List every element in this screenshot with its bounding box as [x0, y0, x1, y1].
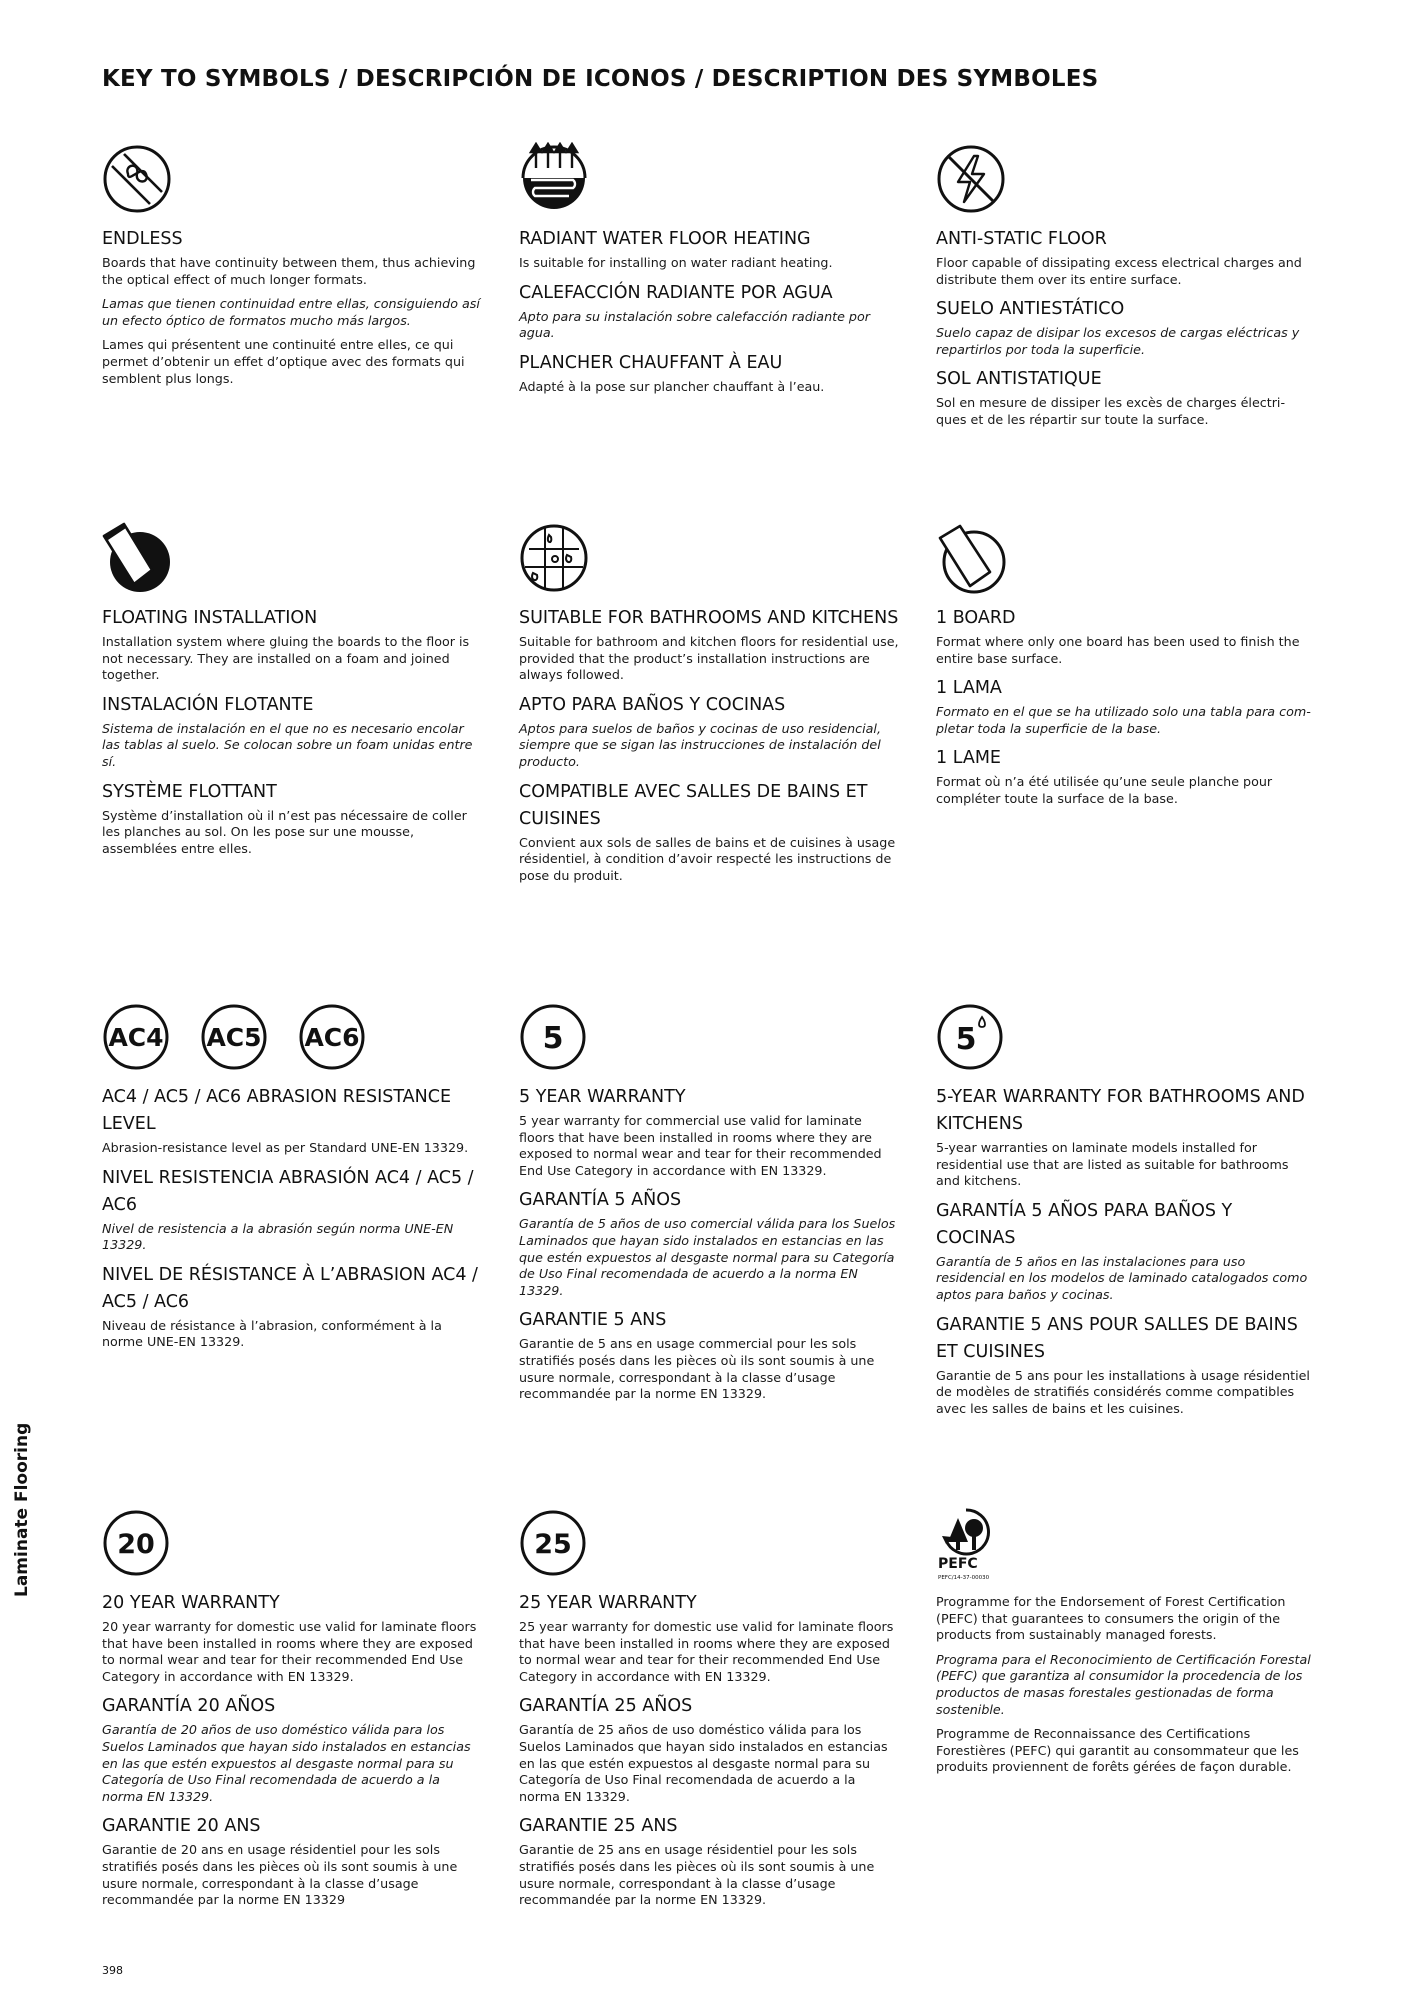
warranty5-heading-en: 5 YEAR WARRANTY [519, 1087, 686, 1107]
antistatic-heading-es: SUELO ANTIESTÁTICO [936, 299, 1125, 320]
radiant-heading-es: CALEFACCIÓN RADIANTE POR AGUA [519, 282, 833, 303]
radiant-text-es: Apto para su instalación sobre calefacción radiante por agua. [519, 308, 870, 341]
abrasion-block [102, 1000, 482, 1351]
antistatic-heading-fr: SOL ANTISTATIQUE [936, 369, 1102, 390]
floating-heading-en: FLOATING INSTALLATION [102, 608, 318, 628]
page-number: 398 [102, 1964, 123, 1977]
svg-text:AC5: AC5 [206, 1023, 262, 1052]
antistatic-icon [936, 144, 1006, 214]
oneboard-heading-en: 1 BOARD [936, 608, 1016, 628]
antistatic-text-fr: Sol en mesure de dissiper les excès de charges électri- ques et de les répartir sur toute la surface. [936, 395, 1286, 427]
bathrooms-heading-en: SUITABLE FOR BATHROOMS AND KITCHENS [519, 608, 899, 628]
endless-heading-en: ENDLESS [102, 229, 183, 249]
floating-heading-fr: SYSTÈME FLOTTANT [102, 781, 277, 802]
bathrooms-text-fr: Convient aux sols de salles de bains et de cuisines à usage résidentiel, à condition d’avoir respecté les instructions de pose du produit. [519, 834, 896, 883]
bathrooms-kitchens-icon [519, 523, 589, 593]
warranty5-heading-fr: GARANTIE 5 ANS [519, 1310, 667, 1331]
warranty-25-icon [519, 1509, 587, 1577]
warranty20-text-en: 20 year warranty for domestic use valid for laminate floors that have been installed in rooms where they are exposed to normal wear and tear for their recommended End Use Category in accordance with EN 13329. [102, 1619, 477, 1684]
warranty5bath-heading-es: GARANTÍA 5 AÑOS PARA BAÑOS Y COCINAS [936, 1200, 1233, 1248]
warranty5bath-text-en: 5-year warranties on laminate models installed for residential use that are listed as suitable for bathrooms and kitchens. [936, 1140, 1289, 1189]
svg-text:5: 5 [542, 1021, 564, 1056]
warranty20-heading-fr: GARANTIE 20 ANS [102, 1816, 261, 1837]
floating-heading-es: INSTALACIÓN FLOTANTE [102, 694, 314, 715]
antistatic-block [936, 142, 1316, 429]
floating-text-fr: Système d’installation où il n’est pas nécessaire de coller les planches au sol. On les pose sur une mousse, assemblées entre elles. [102, 807, 467, 856]
warranty5bath-heading-fr: GARANTIE 5 ANS POUR SALLES DE BAINS ET CUISINES [936, 1314, 1298, 1362]
antistatic-heading-en: ANTI-STATIC FLOOR [936, 229, 1107, 249]
abrasion-text-en: Abrasion-resistance level as per Standard UNE-EN 13329. [102, 1140, 469, 1155]
floating-text-es: Sistema de instalación en el que no es necesario encolar las tablas al suelo. Se colocan sobre un foam unidas entre sí. [102, 720, 473, 769]
page-title: KEY TO SYMBOLS / DESCRIPCIÓN DE ICONOS / DESCRIPTION DES SYMBOLES [102, 66, 1099, 92]
warranty-20-icon [102, 1509, 170, 1577]
svg-text:20: 20 [117, 1529, 155, 1560]
warranty25-text-en: 25 year warranty for domestic use valid for laminate floors that have been installed in rooms where they are exposed to normal wear and tear for their recommended End Use Category in accordance with EN 13329. [519, 1619, 894, 1684]
abrasion-heading-en: AC4 / AC5 / AC6 ABRASION RESISTANCE LEVEL [102, 1087, 452, 1134]
ac5-icon [200, 1003, 268, 1071]
bathrooms-block [519, 521, 899, 884]
warranty5-text-fr: Garantie de 5 ans en usage commercial pour les sols stratifiés posés dans les pièces où ils sont soumis à une usure normale, correspondant à la classe d’usage recommandée par la norme EN 13329. [519, 1336, 875, 1402]
warranty-5-icon [519, 1003, 587, 1071]
pefc-text-fr: Programme de Reconnaissance des Certifications Forestières (PEFC) qui garantit au consommateur que les produits proviennent de forêts gérées de façon durable. [936, 1726, 1299, 1775]
warranty5bath-block [936, 1000, 1316, 1417]
radiant-heating-icon [519, 142, 589, 216]
warranty25-heading-en: 25 YEAR WARRANTY [519, 1593, 697, 1613]
abrasion-text-fr: Niveau de résistance à l’abrasion, conformément à la norme UNE-EN 13329. [102, 1317, 442, 1350]
warranty5-text-en: 5 year warranty for commercial use valid for laminate floors that have been installed in rooms where they are exposed to normal wear and tear for their recommended End Use Category in accordance with EN 13329. [519, 1113, 882, 1178]
one-board-icon [936, 522, 1008, 594]
warranty5-heading-es: GARANTÍA 5 AÑOS [519, 1190, 682, 1211]
warranty5bath-text-es: Garantía de 5 años en las instalaciones para uso residencial en los modelos de laminado catalogados como aptos para baños y cocinas. [936, 1253, 1308, 1302]
radiant-text-en: Is suitable for installing on water radiant heating. [519, 255, 833, 270]
endless-text-en: Boards that have continuity between them, thus achieving the optical effect of much longer formats. [102, 255, 476, 287]
abrasion-heading-es: NIVEL RESISTENCIA ABRASIÓN AC4 / AC5 / AC6 [102, 1167, 474, 1215]
warranty5bath-text-fr: Garantie de 5 ans pour les installations à usage résidentiel de modèles de stratifiés considérés comme compatibles avec les salles de bains et les cuisines. [936, 1367, 1310, 1416]
svg-text:AC4: AC4 [108, 1023, 164, 1052]
warranty20-text-fr: Garantie de 20 ans en usage résidentiel pour les sols stratifiés posés dans les pièces où ils sont soumis à une usure normale, correspondant à la classe d’usage recommandée par la norme EN 13329 [102, 1842, 458, 1908]
warranty25-text-fr: Garantie de 25 ans en usage résidentiel pour les sols stratifiés posés dans les pièces où ils sont soumis à une usure normale, correspondant à la classe d’usage recommandée par la norme EN 13329. [519, 1842, 875, 1908]
radiant-heading-en: RADIANT WATER FLOOR HEATING [519, 229, 811, 249]
bathrooms-text-en: Suitable for bathroom and kitchen floors for residential use, provided that the product’s installation instructions are always followed. [519, 634, 899, 683]
ac6-icon [298, 1003, 366, 1071]
antistatic-text-en: Floor capable of dissipating excess electrical charges and distribute them over its entire surface. [936, 255, 1302, 287]
warranty25-heading-fr: GARANTIE 25 ANS [519, 1816, 678, 1837]
warranty20-block [102, 1506, 482, 1909]
antistatic-text-es: Suelo capaz de disipar los excesos de cargas eléctricas y repartirlos por toda la superficie. [936, 325, 1300, 357]
floating-installation-icon [102, 522, 174, 594]
oneboard-heading-es: 1 LAMA [936, 678, 1002, 699]
svg-text:5: 5 [955, 1022, 977, 1057]
svg-text:AC6: AC6 [304, 1023, 360, 1052]
pefc-logo-icon [936, 1506, 996, 1586]
warranty20-text-es: Garantía de 20 años de uso doméstico válida para los Suelos Laminados que hayan sido instalados en estancias en las que estén expuestos al desgaste normal para su Categoría de Uso Final recomendada de acuerdo a la norma EN 13329. [102, 1722, 471, 1804]
svg-text:PEFC: PEFC [938, 1556, 978, 1572]
radiant-heading-fr: PLANCHER CHAUFFANT À EAU [519, 352, 783, 373]
bathrooms-heading-fr: COMPATIBLE AVEC SALLES DE BAINS ET CUISINES [519, 781, 868, 829]
side-section-label: Laminate Flooring [12, 1422, 32, 1597]
radiant-block [519, 142, 899, 395]
endless-text-es: Lamas que tienen continuidad entre ellas, consiguiendo así un efecto óptico de formatos mucho más largos. [102, 296, 480, 328]
pefc-text-en: Programme for the Endorsement of Forest Certification (PEFC) that guarantees to consumers the origin of the products from sustainably managed forests. [936, 1594, 1286, 1643]
warranty5-block [519, 1000, 899, 1403]
oneboard-block [936, 521, 1316, 808]
warranty25-block [519, 1506, 899, 1909]
floating-block [102, 521, 482, 857]
pefc-block [936, 1506, 1316, 1776]
warranty5-text-es: Garantía de 5 años de uso comercial válida para los Suelos Laminados que hayan sido instalados en estancias en las que estén expuestos al desgaste normal para su Categoría de Uso Final recomendada de acuerdo a la norma EN 13329. [519, 1216, 896, 1298]
oneboard-heading-fr: 1 LAME [936, 748, 1001, 769]
bathrooms-heading-es: APTO PARA BAÑOS Y COCINAS [519, 694, 786, 715]
warranty20-heading-es: GARANTÍA 20 AÑOS [102, 1696, 276, 1717]
oneboard-text-en: Format where only one board has been used to finish the entire base surface. [936, 634, 1300, 666]
warranty25-heading-es: GARANTÍA 25 AÑOS [519, 1696, 693, 1717]
bathrooms-text-es: Aptos para suelos de baños y cocinas de uso residencial, siempre que se sigan las instrucciones de instalación del producto. [519, 720, 881, 769]
abrasion-heading-fr: NIVEL DE RÉSISTANCE À L’ABRASION AC4 / AC5 / AC6 [102, 1264, 478, 1312]
ac4-icon [102, 1003, 170, 1071]
svg-text:25: 25 [534, 1529, 572, 1560]
endless-text-fr: Lames qui présentent une continuité entre elles, ce qui permet d’obtenir un effet d’optique avec des formats qui semblent plus longs. [102, 337, 465, 386]
svg-text:PEFC/14-37-00030: PEFC/14-37-00030 [938, 1575, 990, 1581]
warranty25-text-es: Garantía de 25 años de uso doméstico válida para los Suelos Laminados que hayan sido instalados en estancias en las que estén expuestos al desgaste normal para su Categoría de Uso Final recomendada de acuerdo a la norma EN 13329. [519, 1722, 888, 1804]
endless-icon [102, 144, 172, 214]
floating-text-en: Installation system where gluing the boards to the floor is not necessary. They are installed on a foam and joined together. [102, 634, 470, 683]
pefc-text-es: Programa para el Reconocimiento de Certificación Forestal (PEFC) que garantiza al consumidor la procedencia de los productos de masas forestales gestionadas de forma sostenible. [936, 1651, 1311, 1717]
abrasion-text-es: Nivel de resistencia a la abrasión según norma UNE-EN 13329. [102, 1220, 454, 1253]
radiant-text-fr: Adapté à la pose sur plancher chauffant à l’eau. [519, 378, 825, 394]
oneboard-text-fr: Format où n’a été utilisée qu’une seule planche pour compléter toute la surface de la base. [936, 774, 1273, 806]
warranty20-heading-en: 20 YEAR WARRANTY [102, 1593, 280, 1613]
warranty5bath-heading-en: 5-YEAR WARRANTY FOR BATHROOMS AND KITCHENS [936, 1087, 1305, 1134]
endless-block [102, 142, 482, 387]
warranty-5-water-drop-icon [936, 1003, 1004, 1071]
oneboard-text-es: Formato en el que se ha utilizado solo una tabla para com- pletar toda la superficie de la base. [936, 704, 1311, 736]
